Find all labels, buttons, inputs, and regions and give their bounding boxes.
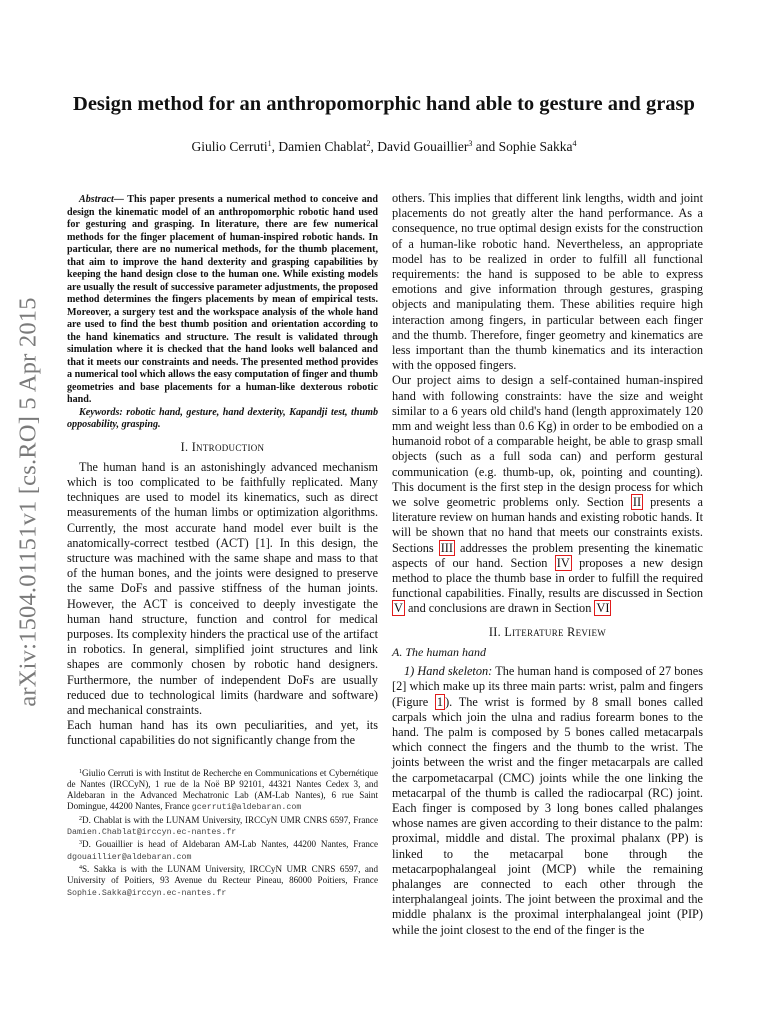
footnote-text: S. Sakka is with the LUNAM University, IRCCyN UMR CNRS 6597, and University of Poitiers, 93 Avenue du Recteur Pineau, 86000 Poitiers, France	[67, 863, 378, 886]
section-title: Literature Review	[504, 624, 607, 639]
paragraph-text: The human hand is composed of 27 bones [2] which make up its three main parts: wrist, palm and fingers (Figure	[392, 664, 703, 709]
footnotes	[67, 767, 378, 899]
section-number: I.	[180, 439, 189, 454]
arxiv-stamp-text: arXiv:1504.01151v1 [cs.RO] 5 Apr 2015	[15, 297, 42, 707]
footnote-2	[67, 814, 378, 839]
footnote-email: dgouaillier@aldebaran.com	[67, 852, 192, 862]
section-ref-link[interactable]: II	[632, 495, 642, 510]
right-paragraph-3	[392, 664, 703, 938]
footnote-mark: 3	[79, 840, 82, 847]
abstract-label: Abstract	[79, 194, 114, 205]
author-affil-mark: 1	[267, 139, 272, 148]
footnote-mark: 1	[79, 768, 82, 775]
subsection-heading: A. The human hand	[392, 644, 486, 659]
author-affil-mark: 3	[468, 139, 473, 148]
abstract-text: — This paper presents a numerical method to conceive and design the kinematic model of an anthropomorphic robotic hand used for gesturing and grasping. In literature, there are few numerical methods for the finger placement of human-inspired robotic hands. In particular, there are no numerical methods, for the thumb placement, that aim to improve the hand dexterity and grasping capabilities by keeping the hand design close to the human one. While existing models are usually the result of successive parameter adjustments, the proposed method determines the fingers placements by mean of empirical tests. Moreover, a surgery test and the workspace analysis of the whole hand are used to find the best thumb position and orientation according to the hand kinematics and structure. The result is validated through simulation where it is checked that the hand looks well balanced and that it meets our constraints and needs. The presented method provides a numerical tool which allows the easy computation of finger and thumb geometries and base placements for a human-like dexterous robotic hand.	[67, 194, 378, 405]
section-ref-link[interactable]: VI	[596, 601, 610, 616]
footnote-1	[67, 767, 378, 814]
footnote-mark: 4	[79, 864, 82, 871]
paper-title: Design method for an anthropomorphic hand able to gesture and grasp	[73, 93, 695, 115]
paragraph-text: Our project aims to design a self-contained human-inspired hand with following constraints: have the size and weight similar to a 6 years old child's hand (length approximately 120 mm and weight less than 0.6 Kg) in order to be embodied on a humanoid robot of a comparable height, be able to grasp small objects (such as a full soda can) and perform gestural communication (e.g. thumb-up, ok, pointing and counting). This document is the first step in the design process for which we solve geometric problems only. Section	[392, 373, 703, 510]
left-column	[67, 194, 378, 899]
footnote-text: D. Gouaillier is head of Aldebaran AM-Lab Nantes, 44200 Nantes, France	[82, 839, 378, 850]
footnote-email: gcerruti@aldebaran.com	[191, 803, 302, 813]
section-title: Introduction	[191, 439, 265, 454]
author-name: Damien Chablat	[278, 139, 367, 154]
author-affil-mark: 4	[572, 139, 577, 148]
right-paragraph-2	[392, 373, 703, 616]
footnote-text: Giulio Cerruti is with Institut de Recherche en Communications et Cybernétique de Nantes (IRCCyN), 1 rue de la Noë BP 92101, 44321 Nantes Cedex 3, and Aldebaran in the Advanced Mechatronic Lab (AM-Lab Nantes), 6 rue Saint Domingue, 44200 Nantes, France	[67, 767, 378, 812]
author-line: Giulio Cerruti$^1$, Damien Chablat$^2$, David Gouaillier$^3$ and Sophie Sakka$^4$	[191, 139, 577, 154]
footnote-mark: 2	[79, 815, 82, 822]
author-name: David Gouaillier	[377, 139, 469, 154]
abstract	[67, 194, 378, 407]
footnote-text: D. Chablat is with the LUNAM University, IRCCyN UMR CNRS 6597, France	[82, 814, 378, 825]
subsubsection-heading: 1) Hand skeleton:	[404, 664, 493, 679]
figure-ref-link[interactable]: 1	[436, 694, 444, 709]
footnote-3	[67, 838, 378, 863]
section-heading-literature-review	[392, 625, 703, 640]
right-column	[392, 191, 703, 938]
section-number: II.	[488, 624, 501, 639]
paragraph-text: presents a literature review on human hands and existing robotic hands. It will be shown that no hand that meets our constraints exists. Sections	[392, 495, 704, 555]
section-ref-link[interactable]: V	[394, 601, 403, 616]
section-heading-introduction	[67, 440, 378, 455]
paragraph-text: addresses the problem presenting the kinematic aspects of our hand. Section	[392, 540, 704, 570]
paragraph-text: ). The wrist is formed by 8 small bones called carpals which join the ulna and radius forearm bones to the hand. The palm is composed by 5 bones called metacarpals which connect the fingers and the thumb to the wrist. The joints between the wrist and the finger metacarpals are called the carpometacarpal (CMC) joints while the one linking the metacarpal of the thumb is called the radiocarpal (RC) joint. Each finger is composed by 3 long bones called phalanges whose names are given according to their distance to the palm: proximal, middle and distal. The proximal phalanx (PP) is linked to the metacarpal bone through the metacarpophalangeal joint (MCP) while the remaining phalanges are connected to each other through the interphalangeal joints. The joint between the proximal and the middle phalanx is the proximal interphalangeal joint (PIP) while the joint closest to the end of the finger is the	[392, 694, 703, 937]
paragraph-text: and conclusions are drawn in Section	[407, 601, 592, 616]
footnote-4	[67, 863, 378, 899]
keywords: Keywords: robotic hand, gesture, hand dexterity, Kapandji test, thumb opposability, grasping.	[67, 406, 378, 430]
section-ref-link[interactable]: III	[440, 540, 453, 555]
author-conjunction: and	[475, 139, 496, 154]
arxiv-stamp	[4, 272, 54, 732]
intro-paragraph-1: The human hand is an astonishingly advanced mechanism which is too complicated to be faithfully replicated. Many techniques are used to model its kinematics, such as direct measurements of the human limbs or optimization algorithms. Currently, the most accurate hand model ever built is the anatomically-correct testbed (ACT) [1]. In this design, the structure was machined with the same shape and mass to that of the human bones, and the joints were designed to preserve the same DoFs and passive stiffness of the human joints. However, the ACT is conceived to deeply investigate the human hand structure, function and control for medical purposes. Its complexity hinders the practical use of the artifact in robotics. In general, simplified joint structures and link shapes are commonly chosen by robotic hand designers. Furthermore, the number of independent DoFs are usually reduced due to technological limits (hardware and software) and mechanical constraints.	[67, 459, 378, 717]
author-name: Giulio Cerruti	[191, 139, 268, 154]
footnote-email: Sophie.Sakka@irccyn.ec-nantes.fr	[67, 888, 227, 898]
paragraph-text: proposes a new design method to place the thumb base in order to fulfill the required functional capabilities. Finally, results are discussed in Section	[392, 555, 703, 601]
author-affil-mark: 2	[366, 139, 371, 148]
footnote-email: Damien.Chablat@irccyn.ec-nantes.fr	[67, 828, 237, 838]
section-ref-link[interactable]: IV	[556, 555, 570, 570]
author-name: Sophie Sakka	[498, 139, 573, 154]
intro-paragraph-2: Each human hand has its own peculiarities, and yet, its functional capabilities do not significantly change from the	[67, 718, 378, 748]
right-paragraph-1: others. This implies that different link lengths, width and joint placements do not greatly alter the hand performance. As a consequence, no true optimal design exists for the construction of a human-like robotic hand. Nevertheless, an appropriate model has to be realized in order to fulfill all functional requirements: the hand is supposed to be able to express emotions and give information through gestures, grasping objects and manipulating them. These abilities require high interaction among fingers, in particular between each finger and the thumb. Therefore, finger geometry and kinematics are less important than the thumb kinematics and its interaction with the opposed fingers.	[392, 191, 703, 373]
